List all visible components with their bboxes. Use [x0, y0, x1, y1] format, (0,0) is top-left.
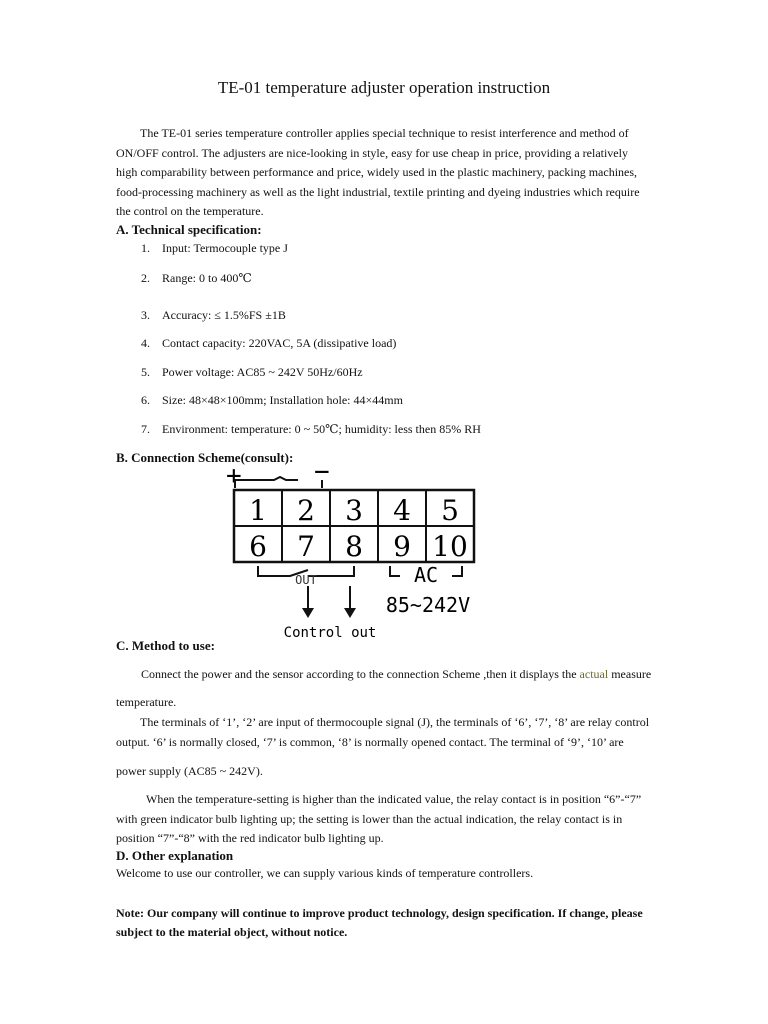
other-explanation-text: Welcome to use our controller, we can supply various kinds of temperature controllers. [116, 866, 534, 880]
method-paragraph-1-cont: temperature. [116, 695, 177, 709]
section-d-heading: D. Other explanation [116, 848, 234, 863]
spec-item: 2. Range: 0 to 400℃ [141, 271, 252, 285]
terminal-9: 9 [393, 530, 411, 563]
terminal-1: 1 [249, 494, 267, 527]
ac-bracket-left [390, 566, 400, 576]
terminal-5: 5 [441, 494, 459, 527]
method-paragraph-2-cont: power supply (AC85 ~ 242V). [116, 764, 263, 778]
intro-paragraph [116, 124, 668, 222]
terminal-4: 4 [393, 494, 411, 527]
arrow-down-icon [344, 608, 356, 618]
spec-item: 5. Power voltage: AC85 ~ 242V 50Hz/60Hz [141, 365, 363, 379]
intro-line: high comparability between performance and price, widely used in the plastic machinery, packing machines, [116, 165, 638, 179]
section-c-heading: C. Method to use: [116, 638, 215, 653]
input-wire [235, 477, 298, 488]
spec-item: 1. Input: Termocouple type J [141, 241, 288, 255]
intro-line: The TE-01 series temperature controller applies special technique to resist interference and method of [140, 126, 629, 140]
minus-label: − [314, 462, 330, 487]
terminal-6: 6 [249, 530, 267, 563]
method-paragraph-2: The terminals of ‘1’, ‘2’ are input of thermocouple signal (J), the terminals of ‘6’, ‘7’, ‘8’ are relay control output. ‘6’ is normally closed, ‘7’ is common, ‘8’ is normally opened contact. The terminal of ‘9’, ‘10’ are [116, 715, 650, 749]
intro-line: food-processing machinery as well as the light industrial, textile printing and dyeing industries which require [116, 184, 640, 199]
out-label: OUT [295, 573, 317, 587]
spec-item: 4. Contact capacity: 220VAC, 5A (dissipative load) [141, 336, 397, 350]
ac-label: AC [413, 563, 439, 587]
section-a-heading: A. Technical specification: [116, 222, 262, 237]
spec-item: 7. Environment: temperature: 0 ~ 50℃; humidity: less then 85% RH [141, 422, 481, 436]
intro-line: ON/OFF control. The adjusters are nice-looking in style, easy for use cheap in price, providing a relatively [116, 145, 628, 160]
section-b-heading: B. Connection Scheme(consult): [116, 450, 294, 465]
terminal-10: 10 [432, 530, 468, 563]
document-title: TE-01 temperature adjuster operation instruction [217, 78, 551, 97]
note-paragraph: Note: Our company will continue to improve product technology, design specification. If change, please subject to the material object, without notice. [116, 906, 643, 939]
terminal-3: 3 [345, 494, 363, 527]
method-paragraph-3: When the temperature-setting is higher than the indicated value, the relay contact is in position “6”-“7” with green indicator bulb lighting up; the setting is lower than the actual indication, the relay contact is in position “7”-“8” with the red indicator bulb lighting up. [116, 792, 642, 845]
ac-bracket-right [452, 566, 462, 576]
terminal-8: 8 [345, 530, 363, 563]
spec-item: 6. Size: 48×48×100mm; Installation hole: 44×44mm [141, 393, 403, 407]
plus-label: + [226, 462, 242, 491]
terminal-7: 7 [297, 530, 315, 563]
intro-line: the control on the temperature. [116, 204, 264, 218]
method-paragraph-1: Connect the power and the sensor according to the connection Scheme ,then it displays the actual measure [141, 667, 652, 681]
connection-diagram [220, 462, 490, 642]
spec-item: 3. Accuracy: ≤ 1.5%FS ±1B [141, 308, 286, 322]
control-out-label: Control out [283, 625, 377, 641]
voltage-label: 85~242V [385, 593, 471, 617]
arrow-down-icon [302, 608, 314, 618]
terminal-2: 2 [297, 494, 315, 527]
